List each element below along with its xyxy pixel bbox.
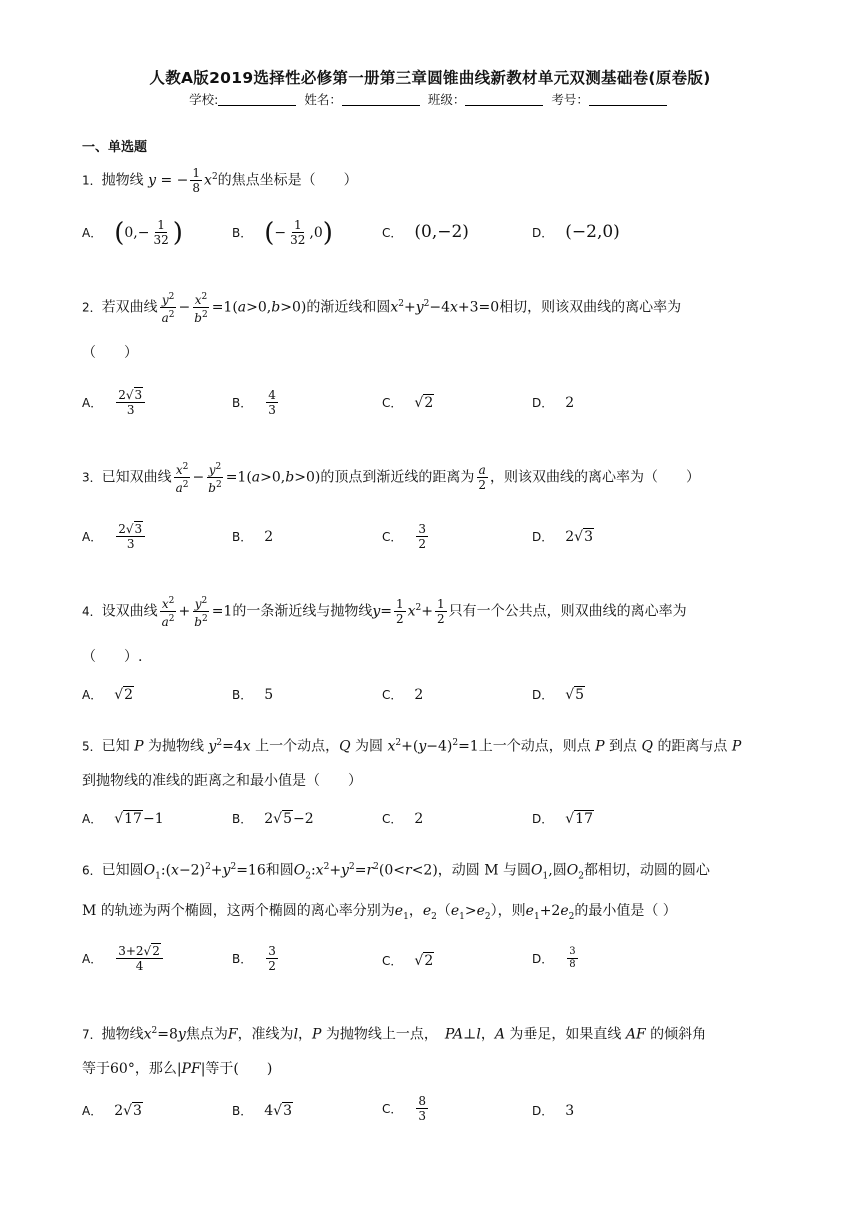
exam-no-blank[interactable] (589, 93, 667, 106)
q7-option-b[interactable]: B． 4√ 3 (232, 1102, 292, 1119)
q7-option-d[interactable]: D． 3 (532, 1102, 575, 1119)
q1-option-c[interactable]: C． (0,−2) (382, 222, 469, 242)
question-2: 2．若双曲线 $\frac{y^2}{a^2}$ − $\frac{x^2}{b^2}$ =1(a>0,b>0)的渐近线和圆$x^2+y^2-4x+3=0$相切，则该双曲线的离心率为 (82, 292, 682, 325)
q1-option-a[interactable]: A． ( 0,− $\frac{1}{32}$ ) (82, 217, 183, 248)
question-4-continued: （ ）. (82, 649, 143, 665)
q5-option-b[interactable]: B． 2√ 5 −2 (232, 810, 314, 827)
class-blank[interactable] (465, 93, 543, 106)
question-3: 3．已知双曲线 $\frac{x^2}{a^2}$ − $\frac{y^2}{b^2}$ =1(a>0,b>0)的顶点到渐近线的距离为 $\frac{a}{2}$ ，则该双曲线的离心率为（ ） (82, 462, 700, 495)
q4-option-a[interactable]: A． √ 2 (82, 686, 134, 703)
question-6: 6．已知圆$O_1:(x-2)^2+y^2=16$和圆$O_2:x^2+y^2=r^2(0<r<2)$，动圆 M 与圆$O_1$,圆$O_2$都相切，动圆的圆心 (82, 862, 710, 882)
q2-option-d[interactable]: D． 2 (532, 394, 575, 411)
q3-option-b[interactable]: B． 2 (232, 528, 274, 545)
name-label: 姓名： (304, 92, 342, 107)
question-6-continued: M 的轨迹为两个椭圆，这两个椭圆的离心率分别为$e_1$，$e_2(e_1>e_2)$，则$e_1+2e_2$的最小值是（ ） (82, 903, 677, 922)
q5-option-d[interactable]: D． √ 17 (532, 810, 593, 827)
q1-option-b[interactable]: B． ( − $\frac{1}{32}$ ,0 ) (232, 217, 333, 248)
q3-option-c[interactable]: C． $\frac{3}{2}$ (382, 522, 427, 551)
student-info-line (0, 90, 860, 108)
school-label: 学校: (189, 92, 219, 107)
school-blank[interactable] (218, 93, 296, 106)
exam-no-label: 考号： (551, 92, 589, 107)
q2-option-b[interactable]: B． $\frac{4}{3}$ (232, 388, 276, 417)
q6-option-c[interactable]: C． √ 2 (382, 952, 434, 969)
q4-option-c[interactable]: C． 2 (382, 686, 424, 703)
question-4: 4．设双曲线 $\frac{x^2}{a^2}$ + $\frac{y^2}{b^2}$ =1的一条渐近线与抛物线y= $\frac{1}{2}$ $x^2+$ $\frac{1}{2}$ 只有一个公共点，则双曲线的离心率为 (82, 596, 687, 629)
q5-option-c[interactable]: C． 2 (382, 810, 424, 827)
question-7: 7．抛物线$x^2=8y$焦点为F，准线为l，P 为抛物线上一点， PA⊥l，A 为垂足，如果直线 AF 的倾斜角 (82, 1026, 707, 1043)
q4-option-d[interactable]: D． √ 5 (532, 686, 585, 703)
q6-option-a[interactable]: A． $\frac{3+2√2}{4}$ (82, 944, 165, 973)
question-5: 5．已知 P 为抛物线 $y^2=4x$ 上一个动点，Q 为圆 $x^2+(y-4)^2=1$上一个动点，则点 P 到点 Q 的距离与点 P (82, 738, 742, 755)
question-2-continued: （ ） (82, 345, 138, 361)
q3-option-d[interactable]: D． 2√ 3 (532, 528, 593, 545)
q2-option-c[interactable]: C． √ 2 (382, 394, 434, 411)
question-1: 1．抛物线 y = − $\frac{1}{8}$ $x^2$的焦点坐标是（ ） (82, 166, 358, 196)
q6-option-b[interactable]: B． $\frac{3}{2}$ (232, 944, 276, 973)
question-5-continued: 到抛物线的准线的距离之和最小值是（ ） (82, 773, 362, 789)
q2-option-a[interactable]: A． $\frac{2√3}{3}$ (82, 388, 147, 417)
question-7-continued: 等于60°，那么|PF|等于( ) (82, 1061, 273, 1077)
q7-option-a[interactable]: A． 2√ 3 (82, 1102, 142, 1119)
section-title: 一、单选题 (82, 140, 148, 155)
class-label: 班级： (427, 92, 466, 107)
q6-option-d[interactable]: D． $\frac{3}{8}$ (532, 946, 576, 970)
name-blank[interactable] (342, 93, 420, 106)
document-title: 人教A版2019选择性必修第一册第三章圆锥曲线新教材单元双测基础卷(原卷版) (149, 69, 711, 87)
q3-option-a[interactable]: A． $\frac{2√3}{3}$ (82, 522, 147, 551)
q5-option-a[interactable]: A． √ 17 −1 (82, 810, 164, 827)
q1-option-d[interactable]: D． (−2,0) (532, 222, 620, 242)
q7-option-c[interactable]: C． $\frac{8}{3}$ (382, 1094, 427, 1123)
q4-option-b[interactable]: B． 5 (232, 686, 274, 703)
